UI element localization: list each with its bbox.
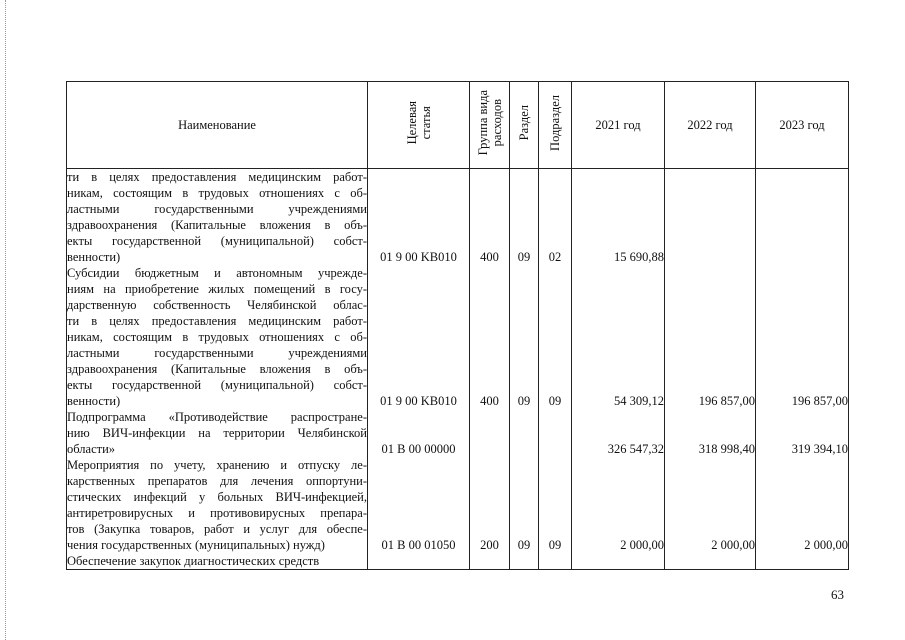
cell-section <box>510 265 539 281</box>
cell-target-article <box>368 313 470 329</box>
cell-name: антиретровирусных и противовирусных препара- <box>67 506 367 520</box>
cell-expense-group <box>470 521 510 537</box>
table-row <box>67 521 849 537</box>
cell-section <box>510 217 539 233</box>
cell-2023 <box>756 345 849 361</box>
cell-2023: 2 000,00 <box>756 537 849 553</box>
cell-2022 <box>665 489 756 505</box>
table-row <box>67 169 849 186</box>
cell-2021 <box>572 169 665 186</box>
table-row <box>67 457 849 473</box>
cell-section <box>510 409 539 425</box>
cell-subsection <box>539 329 572 345</box>
cell-2021 <box>572 505 665 521</box>
cell-target-article <box>368 521 470 537</box>
cell-2022 <box>665 217 756 233</box>
cell-2022 <box>665 425 756 441</box>
cell-2021 <box>572 425 665 441</box>
table-row <box>67 441 849 457</box>
cell-expense-group <box>470 409 510 425</box>
cell-2023 <box>756 185 849 201</box>
table-row <box>67 329 849 345</box>
cell-subsection <box>539 441 572 457</box>
cell-2023 <box>756 521 849 537</box>
cell-section <box>510 521 539 537</box>
cell-expense-group <box>470 169 510 186</box>
cell-2022 <box>665 233 756 249</box>
cell-target-article <box>368 553 470 570</box>
cell-target-article <box>368 169 470 186</box>
cell-section: 09 <box>510 249 539 265</box>
cell-subsection <box>539 169 572 186</box>
cell-target-article <box>368 297 470 313</box>
cell-section <box>510 201 539 217</box>
cell-subsection: 09 <box>539 393 572 409</box>
cell-name: венности) <box>67 393 368 409</box>
cell-section: 09 <box>510 393 539 409</box>
table-row <box>67 489 849 505</box>
table-row <box>67 473 849 489</box>
cell-name: венности) <box>67 249 368 265</box>
cell-2021 <box>572 409 665 425</box>
table-row <box>67 537 849 553</box>
cell-subsection <box>539 409 572 425</box>
cell-2023 <box>756 281 849 297</box>
cell-name: никам, состоящим в трудовых отношениях с об- <box>67 330 367 344</box>
cell-2023 <box>756 361 849 377</box>
table-row <box>67 377 849 393</box>
cell-2022 <box>665 329 756 345</box>
cell-2022 <box>665 473 756 489</box>
cell-subsection <box>539 201 572 217</box>
cell-name: ластными государственными учреждениями <box>67 346 367 360</box>
cell-subsection: 09 <box>539 537 572 553</box>
cell-2022: 196 857,00 <box>665 393 756 409</box>
cell-subsection <box>539 281 572 297</box>
cell-2023 <box>756 297 849 313</box>
cell-name: Субсидии бюджетным и автономным учрежде- <box>67 266 367 280</box>
table-row <box>67 233 849 249</box>
cell-section <box>510 441 539 457</box>
cell-2023 <box>756 265 849 281</box>
cell-section <box>510 281 539 297</box>
table-row <box>67 345 849 361</box>
table-row <box>67 505 849 521</box>
cell-section <box>510 425 539 441</box>
cell-expense-group <box>470 345 510 361</box>
cell-expense-group <box>470 441 510 457</box>
cell-2023 <box>756 409 849 425</box>
cell-target-article <box>368 329 470 345</box>
cell-2023 <box>756 217 849 233</box>
cell-subsection <box>539 361 572 377</box>
cell-expense-group <box>470 377 510 393</box>
cell-2023 <box>756 169 849 186</box>
table-row <box>67 409 849 425</box>
cell-2023 <box>756 201 849 217</box>
cell-section <box>510 553 539 570</box>
cell-2022 <box>665 185 756 201</box>
cell-target-article <box>368 217 470 233</box>
table-row <box>67 297 849 313</box>
cell-2021 <box>572 377 665 393</box>
header-name: Наименование <box>67 82 368 169</box>
page-edge-guide <box>5 0 6 640</box>
cell-name: ти в целях предоставления медицинским работ- <box>67 170 367 184</box>
cell-target-article <box>368 201 470 217</box>
cell-2023 <box>756 473 849 489</box>
cell-section <box>510 345 539 361</box>
cell-section <box>510 169 539 186</box>
cell-section <box>510 457 539 473</box>
table-row <box>67 313 849 329</box>
cell-section <box>510 505 539 521</box>
cell-subsection <box>539 521 572 537</box>
cell-subsection <box>539 185 572 201</box>
cell-2022 <box>665 409 756 425</box>
cell-subsection <box>539 217 572 233</box>
cell-expense-group <box>470 553 510 570</box>
cell-2021: 326 547,32 <box>572 441 665 457</box>
cell-name: ниям на приобретение жилых помещений в госу- <box>67 282 367 296</box>
cell-subsection <box>539 297 572 313</box>
header-row <box>67 82 849 169</box>
cell-2021 <box>572 457 665 473</box>
cell-2022 <box>665 377 756 393</box>
cell-2021 <box>572 281 665 297</box>
cell-subsection <box>539 553 572 570</box>
cell-expense-group <box>470 281 510 297</box>
cell-2023 <box>756 505 849 521</box>
cell-expense-group <box>470 313 510 329</box>
cell-2021 <box>572 361 665 377</box>
table-row <box>67 265 849 281</box>
cell-target-article <box>368 409 470 425</box>
cell-name: нию ВИЧ-инфекции на территории Челябинской <box>67 426 367 440</box>
cell-2021 <box>572 489 665 505</box>
cell-2021 <box>572 265 665 281</box>
cell-expense-group: 200 <box>470 537 510 553</box>
cell-name: Мероприятия по учету, хранению и отпуску ле- <box>67 458 367 472</box>
cell-target-article <box>368 361 470 377</box>
cell-2022 <box>665 553 756 570</box>
cell-expense-group <box>470 425 510 441</box>
cell-subsection <box>539 377 572 393</box>
cell-name: тов (Закупка товаров, работ и услуг для обеспе- <box>67 522 367 536</box>
header-target-article: Целевая статья <box>368 82 470 169</box>
cell-expense-group <box>470 505 510 521</box>
cell-subsection <box>539 345 572 361</box>
cell-name: дарственную собственность Челябинской облас- <box>67 298 367 312</box>
cell-2022: 2 000,00 <box>665 537 756 553</box>
cell-name: области» <box>67 441 368 457</box>
cell-target-article <box>368 185 470 201</box>
cell-expense-group <box>470 185 510 201</box>
cell-subsection <box>539 233 572 249</box>
cell-2023 <box>756 233 849 249</box>
cell-2022 <box>665 505 756 521</box>
cell-target-article <box>368 265 470 281</box>
cell-expense-group <box>470 201 510 217</box>
cell-name: екты государственной (муниципальной) собст- <box>67 234 367 248</box>
cell-2023 <box>756 377 849 393</box>
table-body <box>67 169 849 570</box>
page-number: 63 <box>831 587 844 602</box>
cell-section <box>510 233 539 249</box>
cell-name: стических инфекций у больных ВИЧ-инфекцией, <box>67 490 367 504</box>
cell-target-article <box>368 457 470 473</box>
cell-2023: 319 394,10 <box>756 441 849 457</box>
cell-expense-group <box>470 457 510 473</box>
cell-2022 <box>665 345 756 361</box>
table-row <box>67 553 849 570</box>
cell-target-article: 01 9 00 KB010 <box>368 393 470 409</box>
cell-2023 <box>756 457 849 473</box>
cell-2021 <box>572 553 665 570</box>
cell-section <box>510 377 539 393</box>
cell-name: Подпрограмма «Противодействие распростране- <box>67 410 367 424</box>
cell-name: карственных препаратов для лечения оппортуни- <box>67 474 367 488</box>
cell-2023 <box>756 329 849 345</box>
cell-subsection <box>539 265 572 281</box>
cell-name: ластными государственными учреждениями <box>67 202 367 216</box>
header-expense-group: Группа вида расходов <box>470 82 510 169</box>
cell-expense-group <box>470 217 510 233</box>
budget-table <box>66 81 849 570</box>
header-2023: 2023 год <box>756 82 849 169</box>
table-row <box>67 361 849 377</box>
header-subsection: Подраздел <box>539 82 572 169</box>
cell-section <box>510 297 539 313</box>
cell-subsection <box>539 489 572 505</box>
cell-2023 <box>756 313 849 329</box>
cell-target-article: 01 B 00 01050 <box>368 537 470 553</box>
cell-2023 <box>756 553 849 570</box>
cell-subsection <box>539 425 572 441</box>
cell-section <box>510 489 539 505</box>
cell-name: здравоохранения (Капитальные вложения в объ- <box>67 362 367 376</box>
cell-expense-group <box>470 297 510 313</box>
cell-2023: 196 857,00 <box>756 393 849 409</box>
cell-2021 <box>572 185 665 201</box>
cell-subsection <box>539 473 572 489</box>
table-row <box>67 217 849 233</box>
cell-2021: 54 309,12 <box>572 393 665 409</box>
cell-subsection <box>539 505 572 521</box>
cell-expense-group: 400 <box>470 249 510 265</box>
cell-target-article <box>368 425 470 441</box>
cell-expense-group <box>470 473 510 489</box>
cell-2023 <box>756 425 849 441</box>
cell-target-article <box>368 505 470 521</box>
cell-expense-group <box>470 233 510 249</box>
cell-2021 <box>572 217 665 233</box>
cell-name: ти в целях предоставления медицинским работ- <box>67 314 367 328</box>
cell-expense-group <box>470 361 510 377</box>
cell-name: екты государственной (муниципальной) собст- <box>67 378 367 392</box>
cell-name: чения государственных (муниципальных) нужд) <box>67 537 368 553</box>
table-row <box>67 425 849 441</box>
cell-target-article: 01 B 00 00000 <box>368 441 470 457</box>
cell-subsection <box>539 457 572 473</box>
cell-target-article <box>368 377 470 393</box>
cell-2021: 2 000,00 <box>572 537 665 553</box>
cell-section <box>510 185 539 201</box>
cell-2022 <box>665 249 756 265</box>
cell-2021 <box>572 313 665 329</box>
cell-subsection <box>539 313 572 329</box>
cell-2022 <box>665 297 756 313</box>
cell-2022 <box>665 361 756 377</box>
cell-section <box>510 313 539 329</box>
cell-section: 09 <box>510 537 539 553</box>
cell-expense-group <box>470 329 510 345</box>
table-row <box>67 249 849 265</box>
table-row <box>67 185 849 201</box>
cell-name: здравоохранения (Капитальные вложения в объ- <box>67 218 367 232</box>
cell-section <box>510 361 539 377</box>
cell-2022: 318 998,40 <box>665 441 756 457</box>
cell-target-article <box>368 345 470 361</box>
cell-target-article <box>368 281 470 297</box>
cell-2021 <box>572 345 665 361</box>
cell-2022 <box>665 521 756 537</box>
cell-target-article: 01 9 00 KB010 <box>368 249 470 265</box>
cell-target-article <box>368 473 470 489</box>
cell-2023 <box>756 249 849 265</box>
cell-2022 <box>665 457 756 473</box>
cell-2022 <box>665 265 756 281</box>
cell-section <box>510 329 539 345</box>
cell-2022 <box>665 201 756 217</box>
cell-section <box>510 473 539 489</box>
cell-expense-group: 400 <box>470 393 510 409</box>
cell-subsection: 02 <box>539 249 572 265</box>
cell-2021 <box>572 521 665 537</box>
cell-target-article <box>368 489 470 505</box>
cell-expense-group <box>470 489 510 505</box>
cell-2021 <box>572 297 665 313</box>
table-row <box>67 281 849 297</box>
cell-name: никам, состоящим в трудовых отношениях с об- <box>67 186 367 200</box>
cell-2021 <box>572 201 665 217</box>
cell-2021: 15 690,88 <box>572 249 665 265</box>
cell-2021 <box>572 473 665 489</box>
cell-name: Обеспечение закупок диагностических средств <box>67 553 368 570</box>
header-section: Раздел <box>510 82 539 169</box>
cell-2023 <box>756 489 849 505</box>
cell-2022 <box>665 169 756 186</box>
table-row <box>67 393 849 409</box>
cell-2022 <box>665 313 756 329</box>
cell-target-article <box>368 233 470 249</box>
cell-expense-group <box>470 265 510 281</box>
header-2021: 2021 год <box>572 82 665 169</box>
table-row <box>67 201 849 217</box>
cell-2022 <box>665 281 756 297</box>
header-2022: 2022 год <box>665 82 756 169</box>
cell-2021 <box>572 233 665 249</box>
cell-2021 <box>572 329 665 345</box>
